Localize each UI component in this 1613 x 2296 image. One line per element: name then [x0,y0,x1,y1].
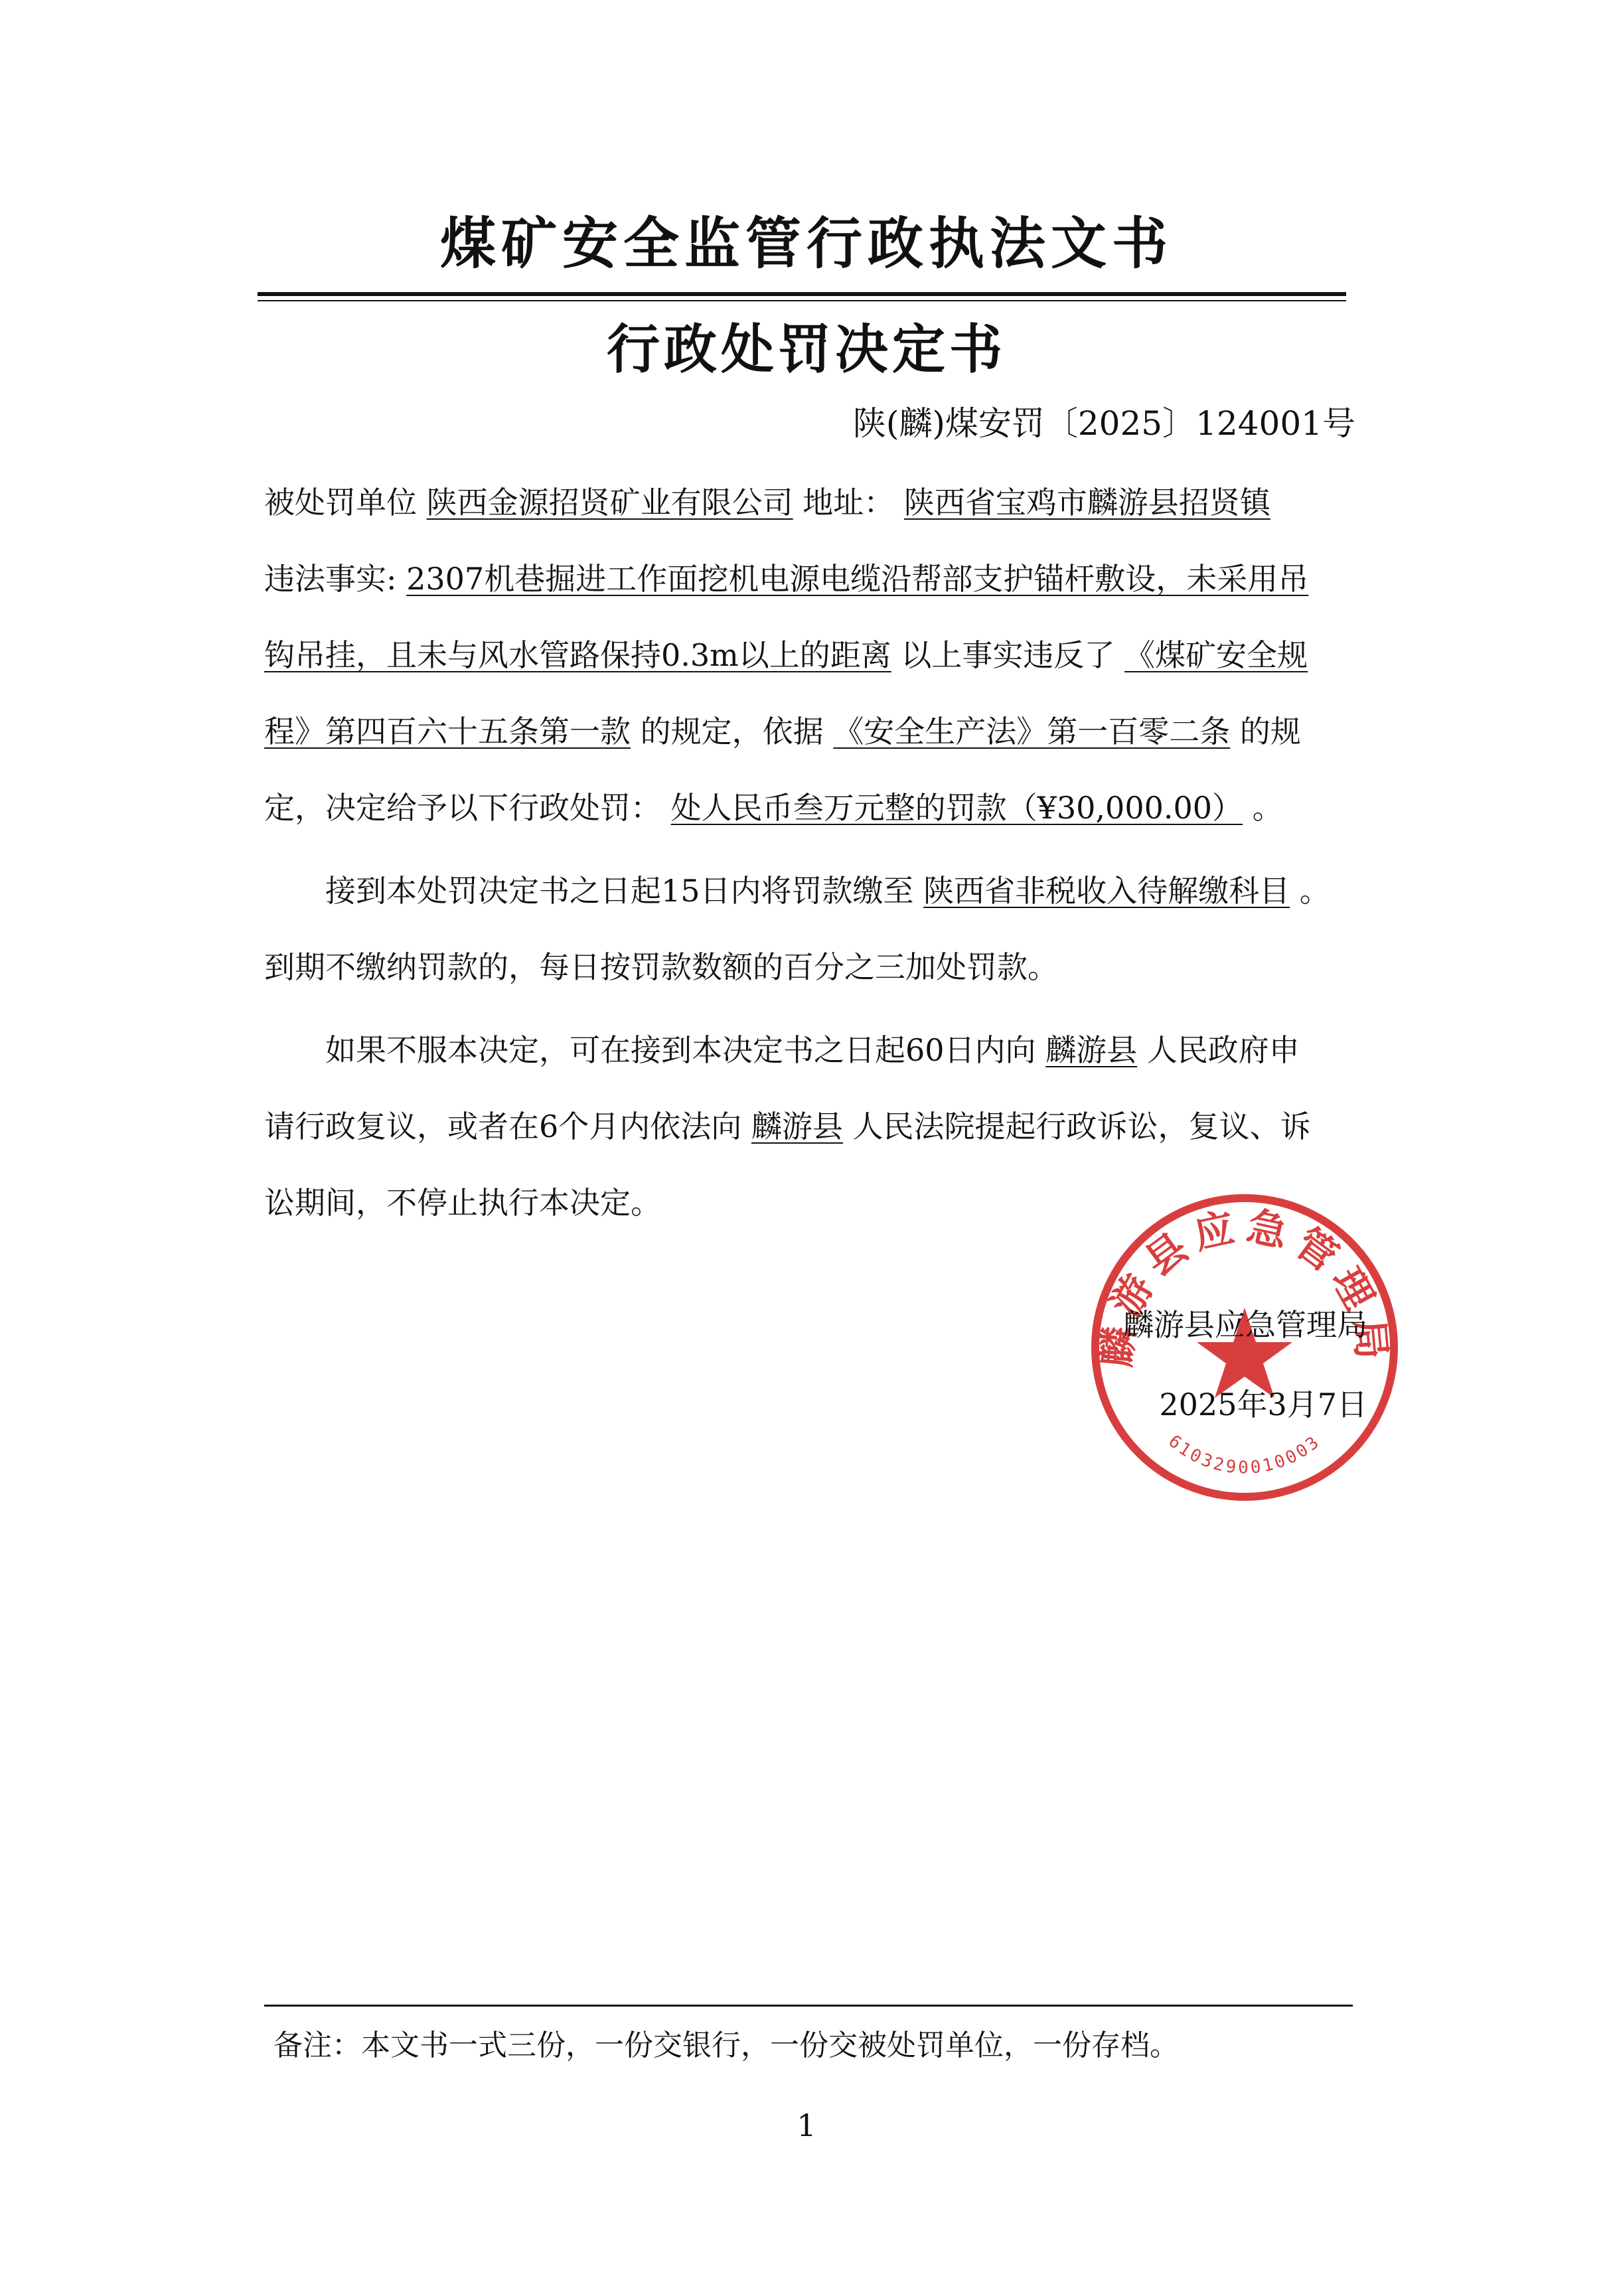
signing-date: 2025年3月7日 [1159,1387,1367,1422]
facts-connector-2: 的规定，依据 [640,714,824,749]
page-number: 1 [797,2107,816,2143]
payment-line-2 [264,929,1363,1006]
party-line [264,465,1363,541]
facts-line-2 [264,617,1363,694]
facts-line-1 [264,541,1363,617]
facts-connector-3: 的规 [1239,714,1301,749]
payment-text-1: 接到本处罚决定书之日起15日内将罚款缴至 [325,873,914,909]
header-rule-thick [258,292,1346,296]
facts-text-1: 2307机巷掘进工作面挖机电源电缆沿帮部支护锚杆敷设，未采用吊 [406,561,1309,597]
document-title: 行政处罚决定书 [607,319,1006,380]
appeal-text-1: 如果不服本决定，可在接到本决定书之日起60日内向 [325,1032,1036,1068]
signing-organization: 麟游县应急管理局 [1123,1307,1367,1343]
footer-rule [264,2005,1353,2007]
party-name: 陕西金源招贤矿业有限公司 [426,485,793,520]
footer-note: 备注：本文书一式三份，一份交银行，一份交被处罚单位，一份存档。 [273,2028,1179,2062]
legal-basis: 《安全生产法》第一百零二条 [833,714,1231,749]
facts-label: 违法事实: [264,561,397,597]
facts-line-3 [264,694,1363,770]
seal-code-text: 6103290010003 [1164,1431,1325,1478]
facts-connector-1: 以上事实违反了 [901,637,1115,673]
party-address: 陕西省宝鸡市麟游县招贤镇 [903,485,1270,520]
appeal-text-5: 讼期间，不停止执行本决定。 [264,1185,661,1221]
payment-account: 陕西省非税收入待解缴科目 [923,873,1290,909]
penalty-amount: 处人民币叁万元整的罚款（¥30,000.00） [670,790,1243,826]
appeal-text-2: 人民政府申 [1146,1032,1300,1068]
address-label: 地址： [803,485,895,520]
appeal-county-2: 麟游县 [751,1109,843,1144]
appeal-line-2 [264,1089,1363,1165]
payment-text-2: 到期不缴纳罚款的，每日按罚款数额的百分之三加处罚款。 [264,949,1058,985]
payment-end-mark: 。 [1299,873,1330,909]
facts-text-2: 钩吊挂，且未与风水管路保持0.3m以上的距离 [264,637,891,673]
document-number: 陕(麟)煤安罚〔2025〕124001号 [852,404,1355,443]
header-rule-thin [258,300,1346,301]
official-seal [1085,1188,1404,1507]
facts-connector-4: 定，决定给予以下行政处罚： [264,790,661,826]
appeal-county-1: 麟游县 [1045,1032,1138,1068]
series-title: 煤矿安全监管行政执法文书 [439,211,1173,276]
facts-end-mark: 。 [1252,790,1283,826]
document-body [264,465,1363,1241]
appeal-text-4: 人民法院提起行政诉讼，复议、诉 [852,1109,1311,1144]
party-label: 被处罚单位 [264,485,417,520]
violated-provision-1: 《煤矿安全规 [1124,637,1308,673]
appeal-text-3: 请行政复议，或者在6个月内依法向 [264,1109,742,1144]
violated-provision-2: 程》第四百六十五条第一款 [264,714,631,749]
seal-org-text: 麟游县应急管理局 [1093,1203,1396,1369]
payment-line-1 [264,853,1363,929]
appeal-line-1 [264,1012,1363,1089]
facts-line-4 [264,770,1363,846]
